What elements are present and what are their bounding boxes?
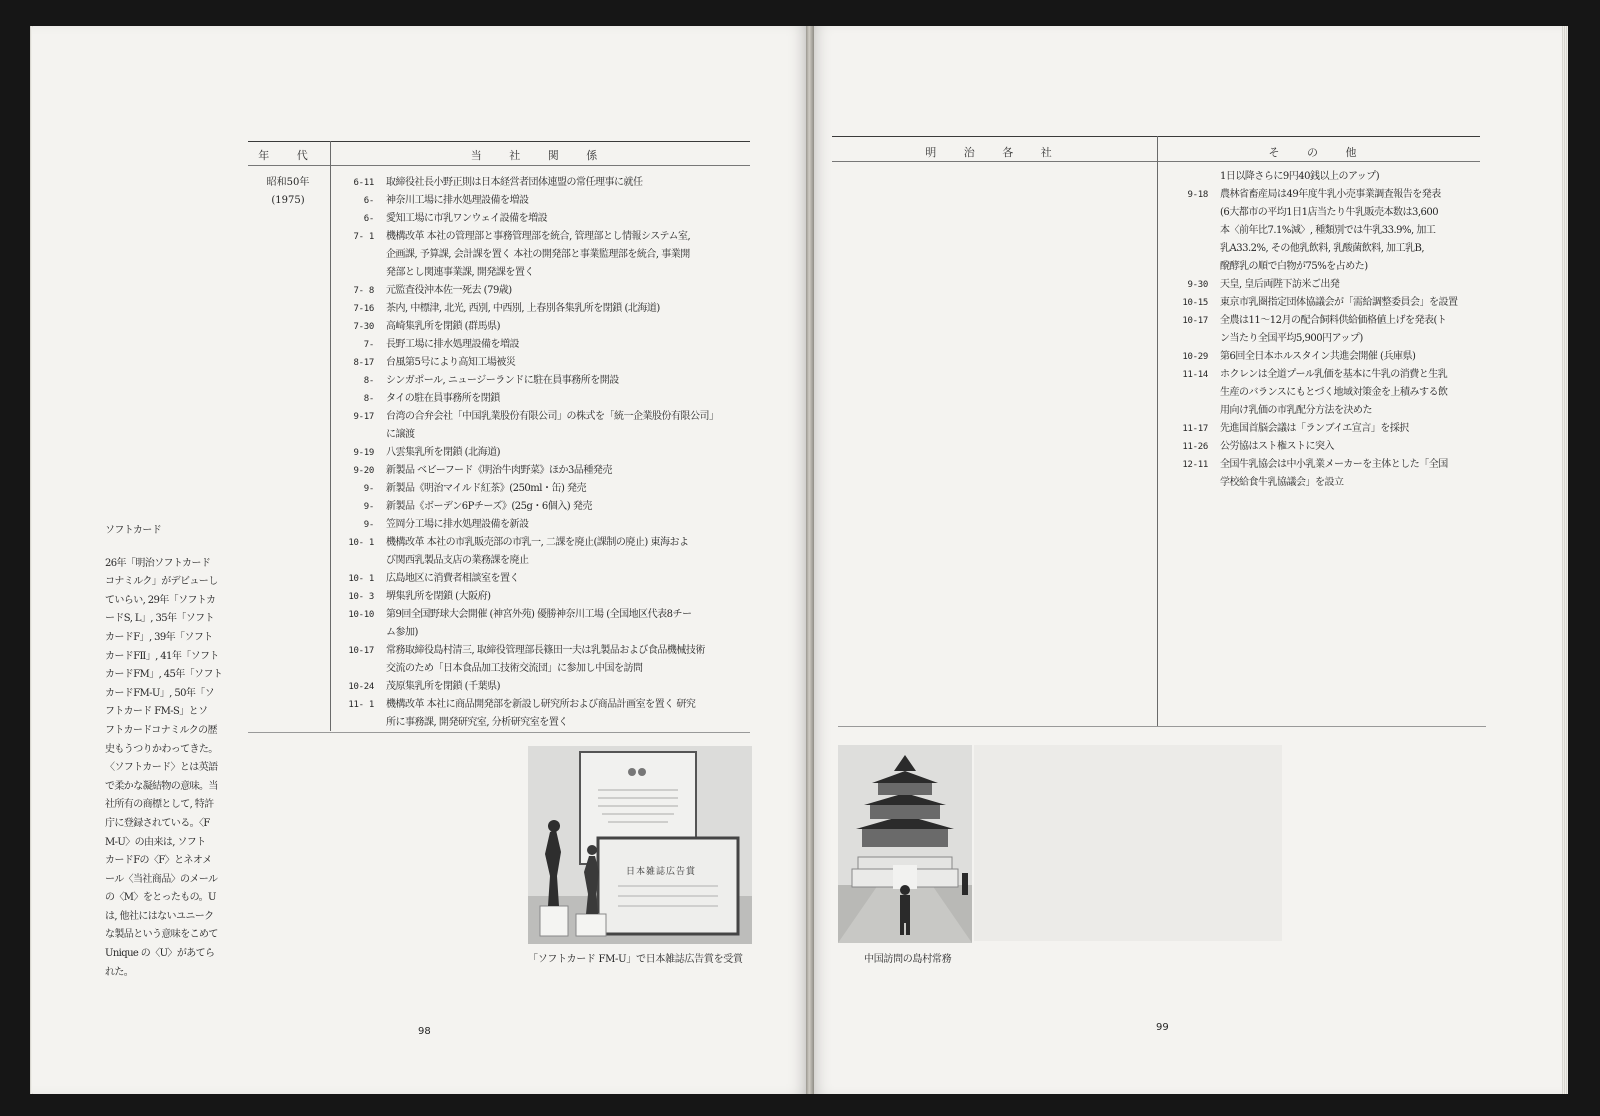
row-date bbox=[1166, 240, 1220, 258]
sidebar-line: は, 他社にはないユニーク bbox=[105, 910, 214, 922]
row-text: 元監査役沖本佐一死去 (79歳) bbox=[386, 285, 512, 296]
row-date: 9-30 bbox=[1187, 280, 1208, 290]
header-company: 当 社 関 係 bbox=[470, 149, 610, 162]
sidebar-body bbox=[105, 555, 227, 983]
chronology-row bbox=[1166, 168, 1458, 186]
row-date bbox=[1166, 402, 1220, 420]
chronology-row bbox=[1166, 330, 1458, 348]
row-text: 企画課, 予算課, 会計課を置く 本社の開発部と事業監理部を統合, 事業開 bbox=[386, 249, 690, 260]
chronology-row bbox=[1166, 474, 1458, 492]
row-text: 長野工場に排水処理設備を増設 bbox=[386, 339, 519, 350]
sidebar-line: 社所有の商標として, 特許 bbox=[105, 799, 214, 811]
row-date: 9- bbox=[363, 502, 374, 512]
row-date bbox=[1166, 204, 1220, 222]
sidebar-line: の〈M〉をとったもの。U bbox=[105, 892, 216, 904]
row-text: 新製品《ボーデン6Pチーズ》(25g・6個入) 発売 bbox=[386, 501, 592, 512]
header-meiji: 明 治 各 社 bbox=[925, 146, 1064, 159]
row-date bbox=[1166, 330, 1220, 348]
row-text: ム参加) bbox=[386, 627, 418, 638]
row-date: 9-17 bbox=[353, 412, 374, 422]
row-date bbox=[1166, 168, 1220, 186]
chronology-row bbox=[332, 642, 719, 660]
chronology-row bbox=[332, 426, 719, 444]
chronology-row bbox=[1166, 186, 1458, 204]
row-date: 9- bbox=[363, 484, 374, 494]
row-text: ン当たり全国平均5,900円アップ) bbox=[1220, 333, 1363, 344]
row-text: 1日以降さらに9円40銭以上のアップ) bbox=[1220, 171, 1380, 182]
row-text: 台風第5号により高知工場被災 bbox=[386, 357, 516, 368]
row-date: 11-26 bbox=[1182, 442, 1208, 452]
row-date bbox=[332, 624, 386, 642]
chronology-row bbox=[332, 678, 719, 696]
row-date: 6- bbox=[363, 196, 374, 206]
right-table-header-rule bbox=[832, 161, 1480, 162]
row-date: 7-16 bbox=[353, 304, 374, 314]
row-text: 醗酵乳の順で白物が75%を占めた) bbox=[1220, 261, 1368, 272]
chronology-row bbox=[332, 354, 719, 372]
sidebar-line: カードFⅡ」, 41年「ソフト bbox=[105, 650, 219, 662]
sidebar-line: ードS, L」, 35年「ソフト bbox=[105, 613, 214, 625]
row-text: 農林省畜産局は49年度牛乳小売事業調査報告を発表 bbox=[1220, 189, 1441, 200]
row-date: 10- 1 bbox=[348, 574, 374, 584]
row-date bbox=[1166, 384, 1220, 402]
chronology-row bbox=[332, 408, 719, 426]
sidebar-line: な製品という意味をこめて bbox=[105, 929, 218, 941]
chronology-row bbox=[332, 318, 719, 336]
chronology-row bbox=[332, 264, 719, 282]
chronology-row bbox=[1166, 402, 1458, 420]
row-text: 公労協はスト権ストに突入 bbox=[1220, 441, 1334, 452]
sidebar-line: 26年「明治ソフトカード bbox=[105, 557, 211, 569]
chronology-row bbox=[1166, 258, 1458, 276]
row-text: 発部とし関連事業課, 開発課を置く bbox=[386, 267, 534, 278]
row-date: 9-18 bbox=[1187, 190, 1208, 200]
row-text: 新製品《明治マイルド紅茶》(250ml・缶) 発売 bbox=[386, 483, 587, 494]
row-text: 交流のため「日本食品加工技術交流団」に参加し中国を訪問 bbox=[386, 663, 643, 674]
chronology-row bbox=[1166, 438, 1458, 456]
sidebar-note bbox=[105, 522, 227, 982]
chronology-row bbox=[1166, 384, 1458, 402]
chronology-row bbox=[332, 570, 719, 588]
faded-facing-print bbox=[974, 745, 1282, 941]
row-date: 6-11 bbox=[353, 178, 374, 188]
row-text: 第9回全国野球大会開催 (神宮外苑) 優勝神奈川工場 (全国地区代表8チー bbox=[386, 609, 692, 620]
chronology-row bbox=[332, 552, 719, 570]
award-plaque-text: 日本雑誌広告賞 bbox=[626, 867, 697, 877]
sidebar-line: で柔かな凝結物の意味。当 bbox=[105, 780, 218, 792]
era-western-year: (1975) bbox=[271, 195, 305, 206]
row-date: 10-29 bbox=[1182, 352, 1208, 362]
row-text: 機構改革 本社に商品開発部を新設し研究所および商品計画室を置く 研究 bbox=[386, 699, 696, 710]
row-date: 11-17 bbox=[1182, 424, 1208, 434]
chronology-row bbox=[1166, 312, 1458, 330]
row-text: 八雲集乳所を閉鎖 (北海道) bbox=[386, 447, 500, 458]
sidebar-line: カードFの〈F〉とネオメ bbox=[105, 855, 212, 867]
right-chronology bbox=[1166, 168, 1458, 492]
left-table-header-rule bbox=[248, 165, 750, 166]
row-text: 用向け乳価の市乳配分方法を決めた bbox=[1220, 405, 1372, 416]
row-text: 茂原集乳所を閉鎖 (千葉県) bbox=[386, 681, 500, 692]
row-text: 本〈前年比7.1%減〉, 種類別では牛乳33.9%, 加工 bbox=[1220, 225, 1436, 236]
row-text: 全農は11〜12月の配合飼料供給価格値上げを発表(ト bbox=[1220, 315, 1447, 326]
row-text: 生産のバランスにもとづく地域対策金を上積みする飲 bbox=[1220, 387, 1448, 398]
sidebar-line: 史もうつりかわってきた。 bbox=[105, 743, 218, 755]
award-photo-illustration bbox=[528, 746, 752, 944]
chronology-row bbox=[332, 516, 719, 534]
chronology-row bbox=[332, 390, 719, 408]
row-text: 広島地区に消費者相談室を置く bbox=[386, 573, 519, 584]
chronology-row bbox=[1166, 276, 1458, 294]
row-text: 機構改革 本社の市乳販売部の市乳一, 二課を廃止(課制の廃止) 東海およ bbox=[386, 537, 689, 548]
chronology-row bbox=[332, 714, 719, 732]
right-table-bottom-rule bbox=[838, 726, 1486, 727]
book-gutter bbox=[806, 26, 814, 1094]
sidebar-title: ソフトカード bbox=[105, 525, 162, 536]
chronology-row bbox=[332, 210, 719, 228]
row-date: 10-15 bbox=[1182, 298, 1208, 308]
row-text: 天皇, 皇后両陛下訪米ご出発 bbox=[1220, 279, 1340, 290]
row-date: 9-20 bbox=[353, 466, 374, 476]
row-date: 10- 1 bbox=[348, 538, 374, 548]
chronology-row bbox=[332, 336, 719, 354]
row-date bbox=[332, 264, 386, 282]
chronology-row bbox=[332, 498, 719, 516]
left-table-column-divider bbox=[330, 141, 331, 731]
sidebar-line: 庁に登録されている。〈F bbox=[105, 817, 210, 829]
row-date: 7-30 bbox=[353, 322, 374, 332]
row-date bbox=[332, 246, 386, 264]
row-text: 所に事務課, 開発研究室, 分析研究室を置く bbox=[386, 717, 568, 728]
chronology-row bbox=[332, 228, 719, 246]
row-date: 10-10 bbox=[348, 610, 374, 620]
row-text: 学校給食牛乳協議会」を設立 bbox=[1220, 477, 1344, 488]
page-edge-right bbox=[1562, 26, 1568, 1094]
header-year: 年 代 bbox=[258, 149, 320, 162]
chronology-row bbox=[332, 606, 719, 624]
right-table-column-divider bbox=[1157, 136, 1158, 726]
row-date: 10-17 bbox=[348, 646, 374, 656]
left-table-top-rule bbox=[248, 141, 750, 142]
chronology-row bbox=[332, 462, 719, 480]
chronology-row bbox=[1166, 204, 1458, 222]
sidebar-line: れた。 bbox=[105, 966, 134, 978]
row-date: 10-17 bbox=[1182, 316, 1208, 326]
chronology-row bbox=[332, 174, 719, 192]
row-text: 神奈川工場に排水処理設備を増設 bbox=[386, 195, 529, 206]
row-text: 東京市乳圏指定団体協議会が「需給調整委員会」を設置 bbox=[1220, 297, 1458, 308]
row-date: 8-17 bbox=[353, 358, 374, 368]
sidebar-line: フトカードコナミルクの歴 bbox=[105, 724, 217, 736]
chronology-row bbox=[332, 660, 719, 678]
chronology-row bbox=[332, 624, 719, 642]
chronology-row bbox=[332, 444, 719, 462]
row-text: 台湾の合弁会社「中国乳業股份有限公司」の株式を「統一企業股份有限公司」 bbox=[386, 411, 719, 422]
chronology-row bbox=[332, 192, 719, 210]
chronology-row bbox=[1166, 456, 1458, 474]
chronology-row bbox=[332, 282, 719, 300]
award-photo bbox=[528, 746, 752, 944]
chronology-row bbox=[1166, 366, 1458, 384]
row-date bbox=[1166, 258, 1220, 276]
sidebar-line: カードFM-U」, 50年「ソ bbox=[105, 687, 215, 699]
sidebar-line: M-U〉の由来は, ソフト bbox=[105, 836, 206, 848]
chronology-row bbox=[332, 300, 719, 318]
row-date: 8- bbox=[363, 394, 374, 404]
sidebar-line: ていらい, 29年「ソフトカ bbox=[105, 594, 216, 606]
chronology-row bbox=[332, 480, 719, 498]
row-date bbox=[332, 660, 386, 678]
row-date: 8- bbox=[363, 376, 374, 386]
chronology-row bbox=[332, 588, 719, 606]
left-chronology bbox=[332, 174, 719, 732]
page-number-left: 98 bbox=[418, 1026, 431, 1037]
temple-of-heaven-illustration bbox=[838, 745, 972, 943]
header-other: そ の 他 bbox=[1268, 146, 1369, 159]
row-text: 機構改革 本社の管理部と事務管理部を統合, 管理部とし情報システム室, bbox=[386, 231, 691, 242]
china-visit-photo bbox=[838, 745, 972, 943]
page-number-right: 99 bbox=[1156, 1022, 1169, 1033]
row-date: 7- 1 bbox=[353, 232, 374, 242]
row-date: 11- 1 bbox=[348, 700, 374, 710]
row-text: タイの駐在員事務所を閉鎖 bbox=[386, 393, 500, 404]
row-text: び関西乳製品支店の業務課を廃止 bbox=[386, 555, 529, 566]
sidebar-line: コナミルク」がデビューし bbox=[105, 576, 218, 588]
left-table-bottom-rule bbox=[248, 732, 750, 733]
row-text: 全国牛乳協会は中小乳業メーカーを主体とした「全国 bbox=[1220, 459, 1448, 470]
row-text: シンガポール, ニュージーランドに駐在員事務所を開設 bbox=[386, 375, 619, 386]
chronology-row bbox=[1166, 420, 1458, 438]
right-table-top-rule bbox=[832, 136, 1480, 137]
row-date bbox=[332, 426, 386, 444]
row-text: 高崎集乳所を閉鎖 (群馬県) bbox=[386, 321, 500, 332]
row-date bbox=[1166, 222, 1220, 240]
row-text: 堺集乳所を閉鎖 (大阪府) bbox=[386, 591, 491, 602]
chronology-row bbox=[1166, 348, 1458, 366]
chronology-row bbox=[332, 534, 719, 552]
row-text: 乳A33.2%, その他乳飲料, 乳酸菌飲料, 加工乳B, bbox=[1220, 243, 1425, 254]
row-text: 取締役社長小野正則は日本経営者団体連盟の常任理事に就任 bbox=[386, 177, 643, 188]
chronology-row bbox=[332, 246, 719, 264]
row-text: 茶内, 中標津, 北光, 西別, 中西別, 上春別各集乳所を閉鎖 (北海道) bbox=[386, 303, 660, 314]
row-text: 第6回全日本ホルスタイン共進会開催 (兵庫県) bbox=[1220, 351, 1416, 362]
chronology-row bbox=[1166, 222, 1458, 240]
chronology-row bbox=[332, 696, 719, 714]
row-date: 7- 8 bbox=[353, 286, 374, 296]
chronology-row bbox=[1166, 294, 1458, 312]
chronology-row bbox=[332, 372, 719, 390]
sidebar-line: フトカード FM-S」とソ bbox=[105, 706, 208, 718]
row-text: 常務取締役島村清三, 取締役管理部長篠田一夫は乳製品および食品機械技術 bbox=[386, 645, 705, 656]
era-year: 昭和50年 bbox=[266, 177, 310, 188]
row-date bbox=[1166, 474, 1220, 492]
row-text: 愛知工場に市乳ワンウェイ設備を増設 bbox=[386, 213, 548, 224]
row-text: 先進国首脳会議は「ランブイエ宣言」を採択 bbox=[1220, 423, 1409, 434]
sidebar-line: Unique の〈U〉があてら bbox=[105, 948, 215, 960]
row-date bbox=[332, 714, 386, 732]
row-text: 新製品 ベビーフード《明治牛肉野菜》ほか3品種発売 bbox=[386, 465, 612, 476]
row-date bbox=[332, 552, 386, 570]
row-date: 9-19 bbox=[353, 448, 374, 458]
sidebar-line: 〈ソフトカード〉とは英語 bbox=[105, 762, 218, 774]
row-date: 10-24 bbox=[348, 682, 374, 692]
row-text: 笠岡分工場に排水処理設備を新設 bbox=[386, 519, 529, 530]
row-text: ホクレンは全道プール乳価を基本に牛乳の消費と生乳 bbox=[1220, 369, 1448, 380]
row-date: 11-14 bbox=[1182, 370, 1208, 380]
row-date: 7- bbox=[363, 340, 374, 350]
sidebar-line: ール〈当社商品〉のメール bbox=[105, 873, 218, 885]
sidebar-line: カードFM」, 45年「ソフト bbox=[105, 669, 223, 681]
row-text: に譲渡 bbox=[386, 429, 415, 440]
chronology-row bbox=[1166, 240, 1458, 258]
china-visit-photo-caption: 中国訪問の島村常務 bbox=[864, 954, 952, 965]
sidebar-line: カードF」, 39年「ソフト bbox=[105, 631, 213, 643]
row-date: 6- bbox=[363, 214, 374, 224]
row-text: (6大都市の平均1日1店当たり牛乳販売本数は3,600 bbox=[1220, 207, 1439, 218]
row-date: 10- 3 bbox=[348, 592, 374, 602]
award-photo-caption: 「ソフトカード FM-U」で日本雑誌広告賞を受賞 bbox=[528, 954, 743, 965]
row-date: 12-11 bbox=[1182, 460, 1208, 470]
row-date: 9- bbox=[363, 520, 374, 530]
